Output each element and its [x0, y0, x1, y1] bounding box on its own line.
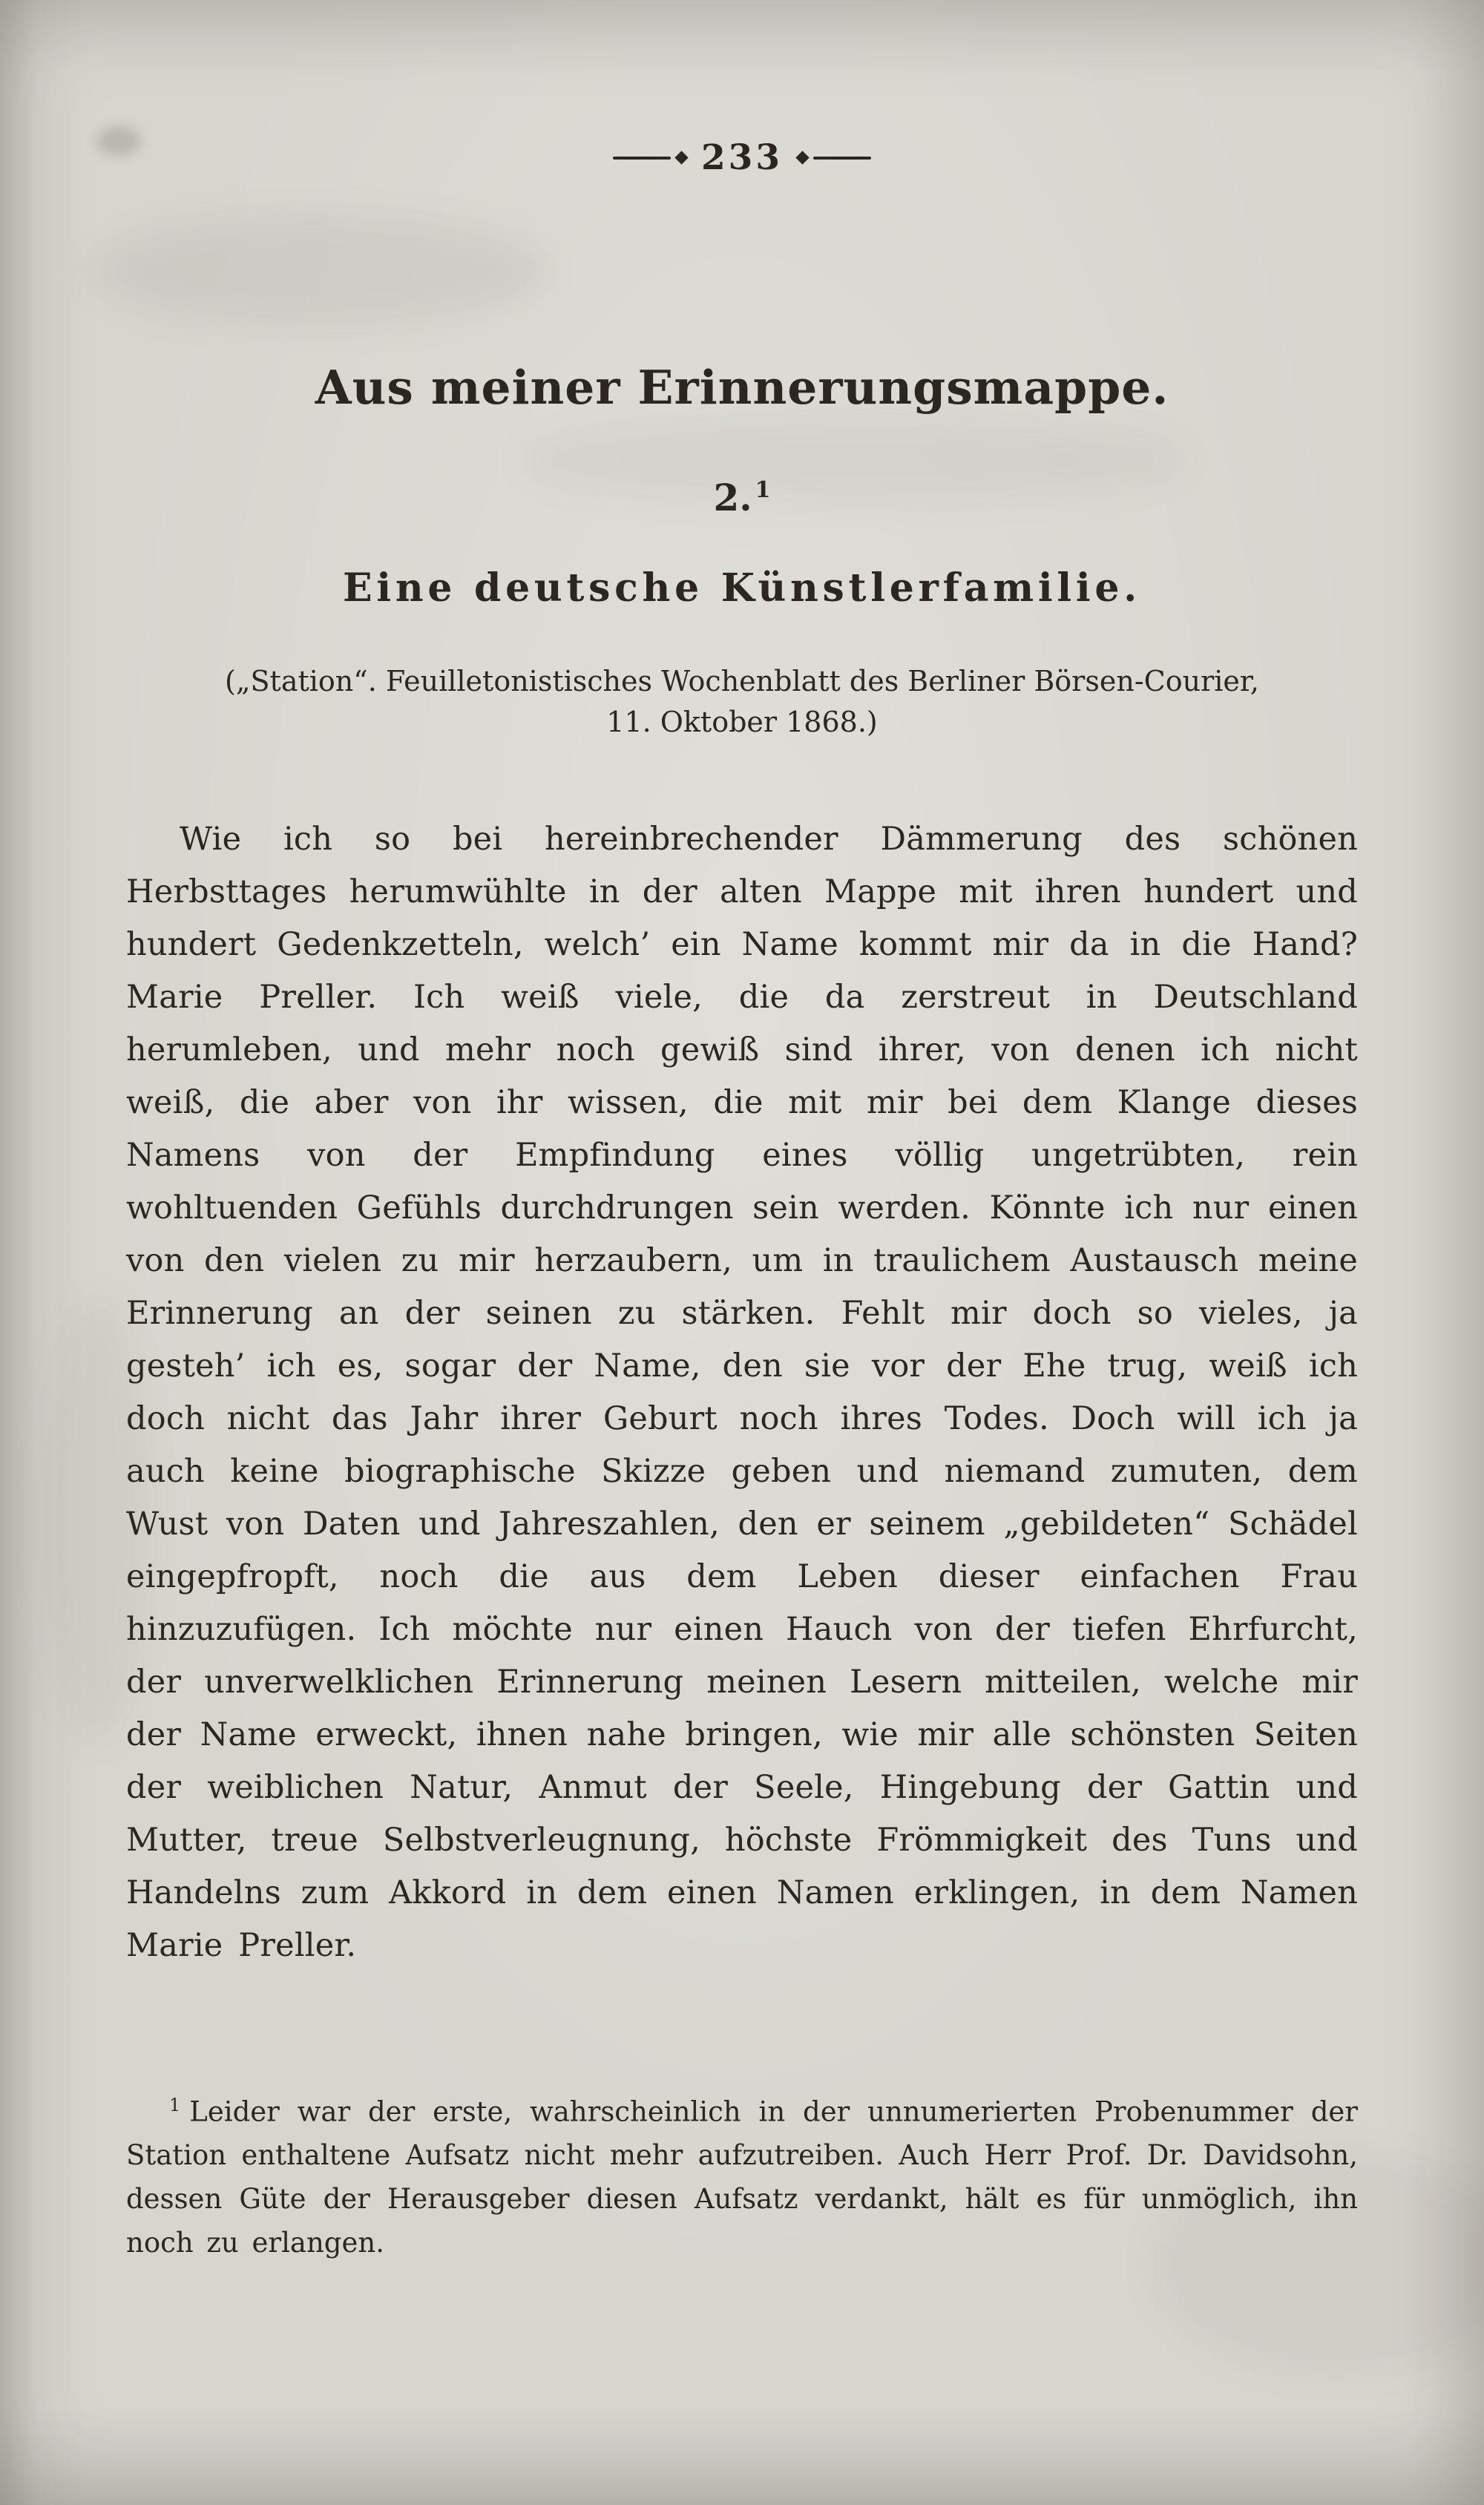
page-content: [126, 0, 1358, 2265]
footnote-marker: 1: [169, 2095, 181, 2115]
article-subtitle: Eine deutsche Künstlerfamilie.: [343, 565, 1141, 611]
ornament-dash-icon: [813, 157, 871, 160]
body-paragraph: Wie ich so bei hereinbrechender Dämmerung des schönen Herbsttages herumwühlte in der alten Mappe mit ihren hundert und hundert Gedenkzetteln, welch’ ein Name kommt mir da in die Hand? Marie Preller. Ich weiß viele, die da zerstreut in Deutschland herumleben, und mehr noch gewiß sind ihrer, von denen ich nicht weiß, die aber von ihr wissen, die mit mir bei dem Klange dieses Namens von der Empfindung eines völlig ungetrübten, rein wohltuenden Gefühls durchdrungen sein werden. Könnte ich nur einen von den vielen zu mir herzaubern, um in traulichem Austausch meine Erinnerung an der seinen zu stärken. Fehlt mir doch so vieles, ja gesteh’ ich es, sogar der Name, den sie vor der Ehe trug, weiß ich doch nicht das Jahr ihrer Geburt noch ihres Todes. Doch will ich ja auch keine biographische Skizze geben und niemand zumuten, dem Wust von Daten und Jahreszahlen, den er seinem „gebildeten“ Schädel eingepfropft, noch die aus dem Leben dieser einfachen Frau hinzuzufügen. Ich möchte nur einen Hauch von der tiefen Ehrfurcht, der unverwelklichen Erinnerung meinen Lesern mitteilen, welche mir der Name erweckt, ihnen nahe bringen, wie mir alle schönsten Seiten der weiblichen Natur, Anmut der Seele, Hingebung der Gattin und Mutter, treue Selbstverleugnung, höchste Frömmigkeit des Tuns und Handelns zum Akkord in dem einen Namen erklingen, in dem Namen Marie Preller.: [126, 821, 1358, 1964]
footnote: [126, 2084, 1358, 2265]
page-header: [126, 137, 1358, 178]
article-title: Aus meiner Erinnerungsmappe.: [315, 360, 1169, 415]
ornament-left: [613, 153, 686, 162]
ornament-right: [798, 153, 871, 162]
footnote-text: Leider war der erste, wahrscheinlich in der unnumerierten Probenummer der Station enthaltene Aufsatz nicht mehr aufzutreiben. Auch Herr Prof. Dr. Davidsohn, dessen Güte der Herausgeber diesen Aufsatz verdankt, hält es für unmöglich, ihn noch zu erlangen.: [126, 2095, 1358, 2259]
section-number: [126, 476, 1358, 519]
ornament-fleuron-icon: [674, 151, 688, 164]
source-citation-line-2: 11. Oktober 1868.): [606, 706, 878, 738]
page-number: 233: [700, 137, 784, 178]
source-citation: [126, 661, 1358, 743]
source-citation-line-1: („Station“. Feuilletonistisches Wochenblatt des Berliner Börsen-Courier,: [225, 665, 1259, 697]
ornament-fleuron-icon: [795, 151, 809, 164]
ornament-dash-icon: [613, 157, 671, 160]
section-number-text: 2.: [713, 476, 752, 519]
footnote-reference: 1: [755, 477, 771, 504]
